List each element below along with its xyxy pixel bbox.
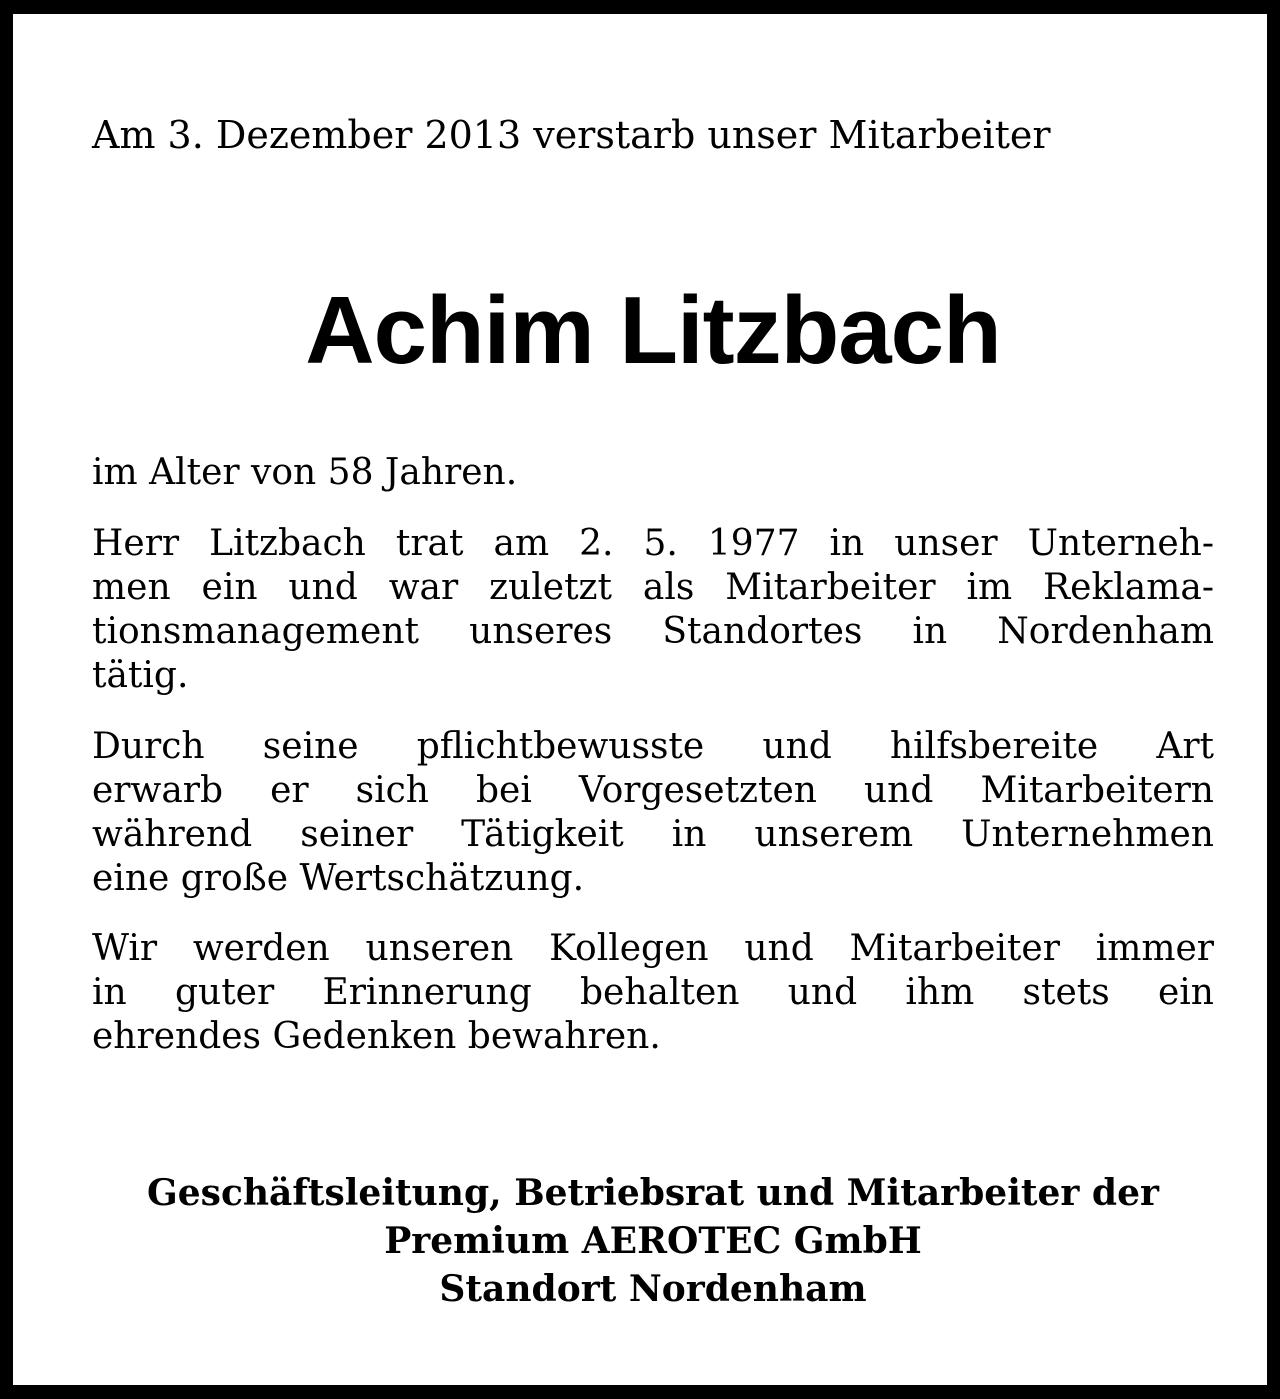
paragraph-line: Wir werden unseren Kollegen und Mitarbeiter immer bbox=[92, 928, 1214, 969]
paragraph-character bbox=[92, 725, 1214, 901]
paragraph-line: ehrendes Gedenken bewahren. bbox=[92, 1016, 661, 1057]
age-line: im Alter von 58 Jahren. bbox=[92, 452, 518, 493]
paragraph-line: Herr Litzbach trat am 2. 5. 1977 in unser Unterneh- bbox=[92, 523, 1214, 564]
paragraph-line: eine große Wertschätzung. bbox=[92, 858, 585, 899]
signature-line-company: Premium AEROTEC GmbH bbox=[384, 1220, 922, 1262]
paragraph-line: erwarb er sich bei Vorgesetzten und Mitarbeitern bbox=[92, 770, 1214, 811]
paragraph-line: tionsmanagement unseres Standortes in Nordenham bbox=[92, 611, 1214, 652]
signature-line-senders: Geschäftsleitung, Betriebsrat und Mitarbeiter der bbox=[147, 1172, 1159, 1214]
paragraph-line: während seiner Tätigkeit in unserem Unternehmen bbox=[92, 814, 1214, 855]
intro-line: Am 3. Dezember 2013 verstarb unser Mitarbeiter bbox=[92, 113, 1051, 157]
signature-line-location: Standort Nordenham bbox=[439, 1268, 867, 1310]
paragraph-line: tätig. bbox=[92, 655, 189, 696]
paragraph-career bbox=[92, 522, 1214, 698]
paragraph-line: in guter Erinnerung behalten und ihm stets ein bbox=[92, 972, 1214, 1013]
paragraph-line: Durch seine pflichtbewusste und hilfsbereite Art bbox=[92, 726, 1214, 767]
signature-block bbox=[26, 1169, 1280, 1313]
paragraph-remembrance bbox=[92, 927, 1214, 1059]
paragraph-line: men ein und war zuletzt als Mitarbeiter im Reklama- bbox=[92, 567, 1214, 608]
deceased-name: Achim Litzbach bbox=[305, 277, 1001, 384]
